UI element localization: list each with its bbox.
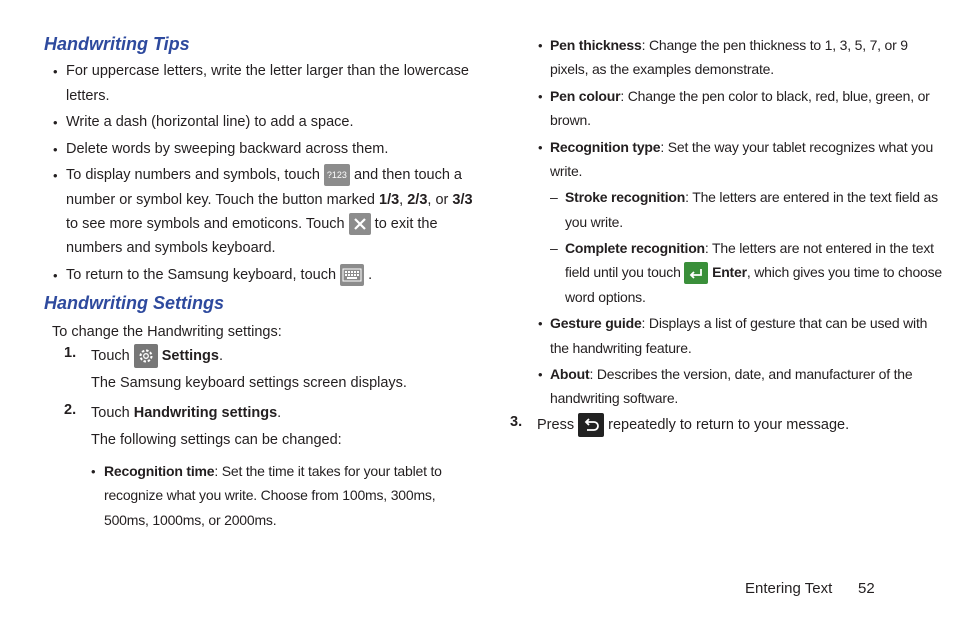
enter-label: Enter xyxy=(712,264,747,280)
page-number: 52 xyxy=(858,580,875,597)
bullet: • xyxy=(53,115,58,130)
recognition-time-line-2: recognize what you write. Choose from 100ms, 300ms, xyxy=(104,487,436,503)
dash: – xyxy=(550,189,558,205)
tip-5-period: . xyxy=(368,267,373,283)
bullet: • xyxy=(53,168,58,183)
step-1-sub: The Samsung keyboard settings screen displays. xyxy=(91,375,407,391)
close-icon xyxy=(349,213,371,235)
pen-thickness-line-1 xyxy=(550,33,908,58)
recognition-type-line-2: write. xyxy=(550,163,583,179)
or-text: , or xyxy=(427,192,449,208)
tip-4-line-3 xyxy=(66,212,438,237)
about-line-2: handwriting software. xyxy=(550,390,679,406)
tip-4-line-4: numbers and symbols keyboard. xyxy=(66,240,276,256)
tip-5 xyxy=(66,263,372,288)
bullet: • xyxy=(538,367,543,382)
tip-1-line-1: For uppercase letters, write the letter larger than the lowercase xyxy=(66,63,469,79)
step-1 xyxy=(91,344,223,369)
gesture-guide-line-2: the handwriting feature. xyxy=(550,340,692,356)
bullet: • xyxy=(53,268,58,283)
bullet: • xyxy=(91,464,96,479)
tip-3: Delete words by sweeping backward across them. xyxy=(66,141,389,157)
step-1-text: Touch xyxy=(91,348,130,364)
complete-recognition-label: Complete recognition xyxy=(565,240,705,256)
tip-4-line-1 xyxy=(66,163,462,188)
tip-2: Write a dash (horizontal line) to add a space. xyxy=(66,114,354,130)
gesture-guide-line-1 xyxy=(550,311,927,336)
recognition-time-line-1 xyxy=(104,459,442,484)
complete-recognition-text: , which gives you time to choose xyxy=(746,264,943,280)
about-line-1 xyxy=(550,362,912,387)
dash: – xyxy=(550,240,558,256)
pen-colour-text: : Change the pen color to black, red, blue, green, or xyxy=(620,88,930,104)
keyboard-icon xyxy=(340,264,364,286)
stroke-recognition-line-1 xyxy=(565,185,938,210)
pen-colour-line-1 xyxy=(550,84,930,109)
comma: , xyxy=(399,192,404,208)
bullet: • xyxy=(53,64,58,79)
complete-recognition-line-3: word options. xyxy=(565,289,646,305)
tip-4-line-2 xyxy=(66,188,473,213)
step-2-text: Touch xyxy=(91,405,130,421)
step-2 xyxy=(91,401,281,426)
step-2-number: 2. xyxy=(64,402,77,418)
pen-thickness-line-2: pixels, as the examples demonstrate. xyxy=(550,61,774,77)
page-1-3: 1/3 xyxy=(379,192,400,208)
bullet: • xyxy=(538,89,543,104)
pen-thickness-text: : Change the pen thickness to 1, 3, 5, 7, or 9 xyxy=(641,37,908,53)
recognition-time-line-3: 500ms, 1000ms, or 2000ms. xyxy=(104,512,277,528)
recognition-type-line-1 xyxy=(550,135,933,160)
complete-recognition-line-1 xyxy=(565,236,934,261)
period: . xyxy=(218,348,223,364)
stroke-recognition-line-2: you write. xyxy=(565,214,623,230)
tip-4-text: to see more symbols and emoticons. Touch xyxy=(66,216,345,232)
step-3-text: Press xyxy=(537,417,575,433)
pen-colour-line-2: brown. xyxy=(550,112,591,128)
symbols-key-icon: ?123 xyxy=(324,164,350,186)
bullet: • xyxy=(538,38,543,53)
footer-section: Entering Text xyxy=(745,580,833,597)
tip-4-text: and then touch a xyxy=(353,167,462,183)
step-3 xyxy=(537,413,849,438)
tip-4-text: to exit the xyxy=(374,216,438,232)
recognition-type-text: : Set the way your tablet recognizes what you xyxy=(660,139,934,155)
settings-label: Settings xyxy=(161,348,219,364)
period: . xyxy=(277,405,282,421)
page-2-3: 2/3 xyxy=(407,192,428,208)
recognition-time-text: : Set the time it takes for your tablet to xyxy=(214,463,442,479)
gear-icon xyxy=(134,344,158,368)
settings-intro: To change the Handwriting settings: xyxy=(52,324,282,340)
tips-heading: Handwriting Tips xyxy=(44,34,190,54)
bullet: • xyxy=(538,140,543,155)
stroke-recognition-label: Stroke recognition xyxy=(565,189,686,205)
complete-recognition-text: : The letters are not entered in the text xyxy=(704,240,934,256)
enter-icon xyxy=(684,262,708,284)
handwriting-settings-label: Handwriting settings xyxy=(133,405,278,421)
recognition-type-label: Recognition type xyxy=(550,139,661,155)
tip-4-text: number or symbol key. Touch the button marked xyxy=(66,192,375,208)
step-3-number: 3. xyxy=(510,414,523,430)
step-1-number: 1. xyxy=(64,345,77,361)
complete-recognition-line-2 xyxy=(565,260,942,285)
step-3-text: repeatedly to return to your message. xyxy=(608,417,850,433)
tip-4-text: To display numbers and symbols, touch xyxy=(66,167,320,183)
bullet: • xyxy=(538,316,543,331)
complete-recognition-text: field until you touch xyxy=(565,264,681,280)
page-3-3: 3/3 xyxy=(452,192,473,208)
gesture-guide-label: Gesture guide xyxy=(550,315,642,331)
about-text: : Describes the version, date, and manufacturer of the xyxy=(589,366,913,382)
step-2-sub: The following settings can be changed: xyxy=(91,432,342,448)
pen-colour-label: Pen colour xyxy=(550,88,621,104)
back-icon xyxy=(578,413,604,437)
gesture-guide-text: : Displays a list of gesture that can be used with xyxy=(641,315,928,331)
about-label: About xyxy=(550,366,590,382)
bullet: • xyxy=(53,142,58,157)
stroke-recognition-text: : The letters are entered in the text field as xyxy=(685,189,938,205)
tip-1-line-2: letters. xyxy=(66,88,110,104)
tip-5-text: To return to the Samsung keyboard, touch xyxy=(66,267,337,283)
settings-heading: Handwriting Settings xyxy=(44,293,224,313)
pen-thickness-label: Pen thickness xyxy=(550,37,642,53)
recognition-time-label: Recognition time xyxy=(104,463,215,479)
